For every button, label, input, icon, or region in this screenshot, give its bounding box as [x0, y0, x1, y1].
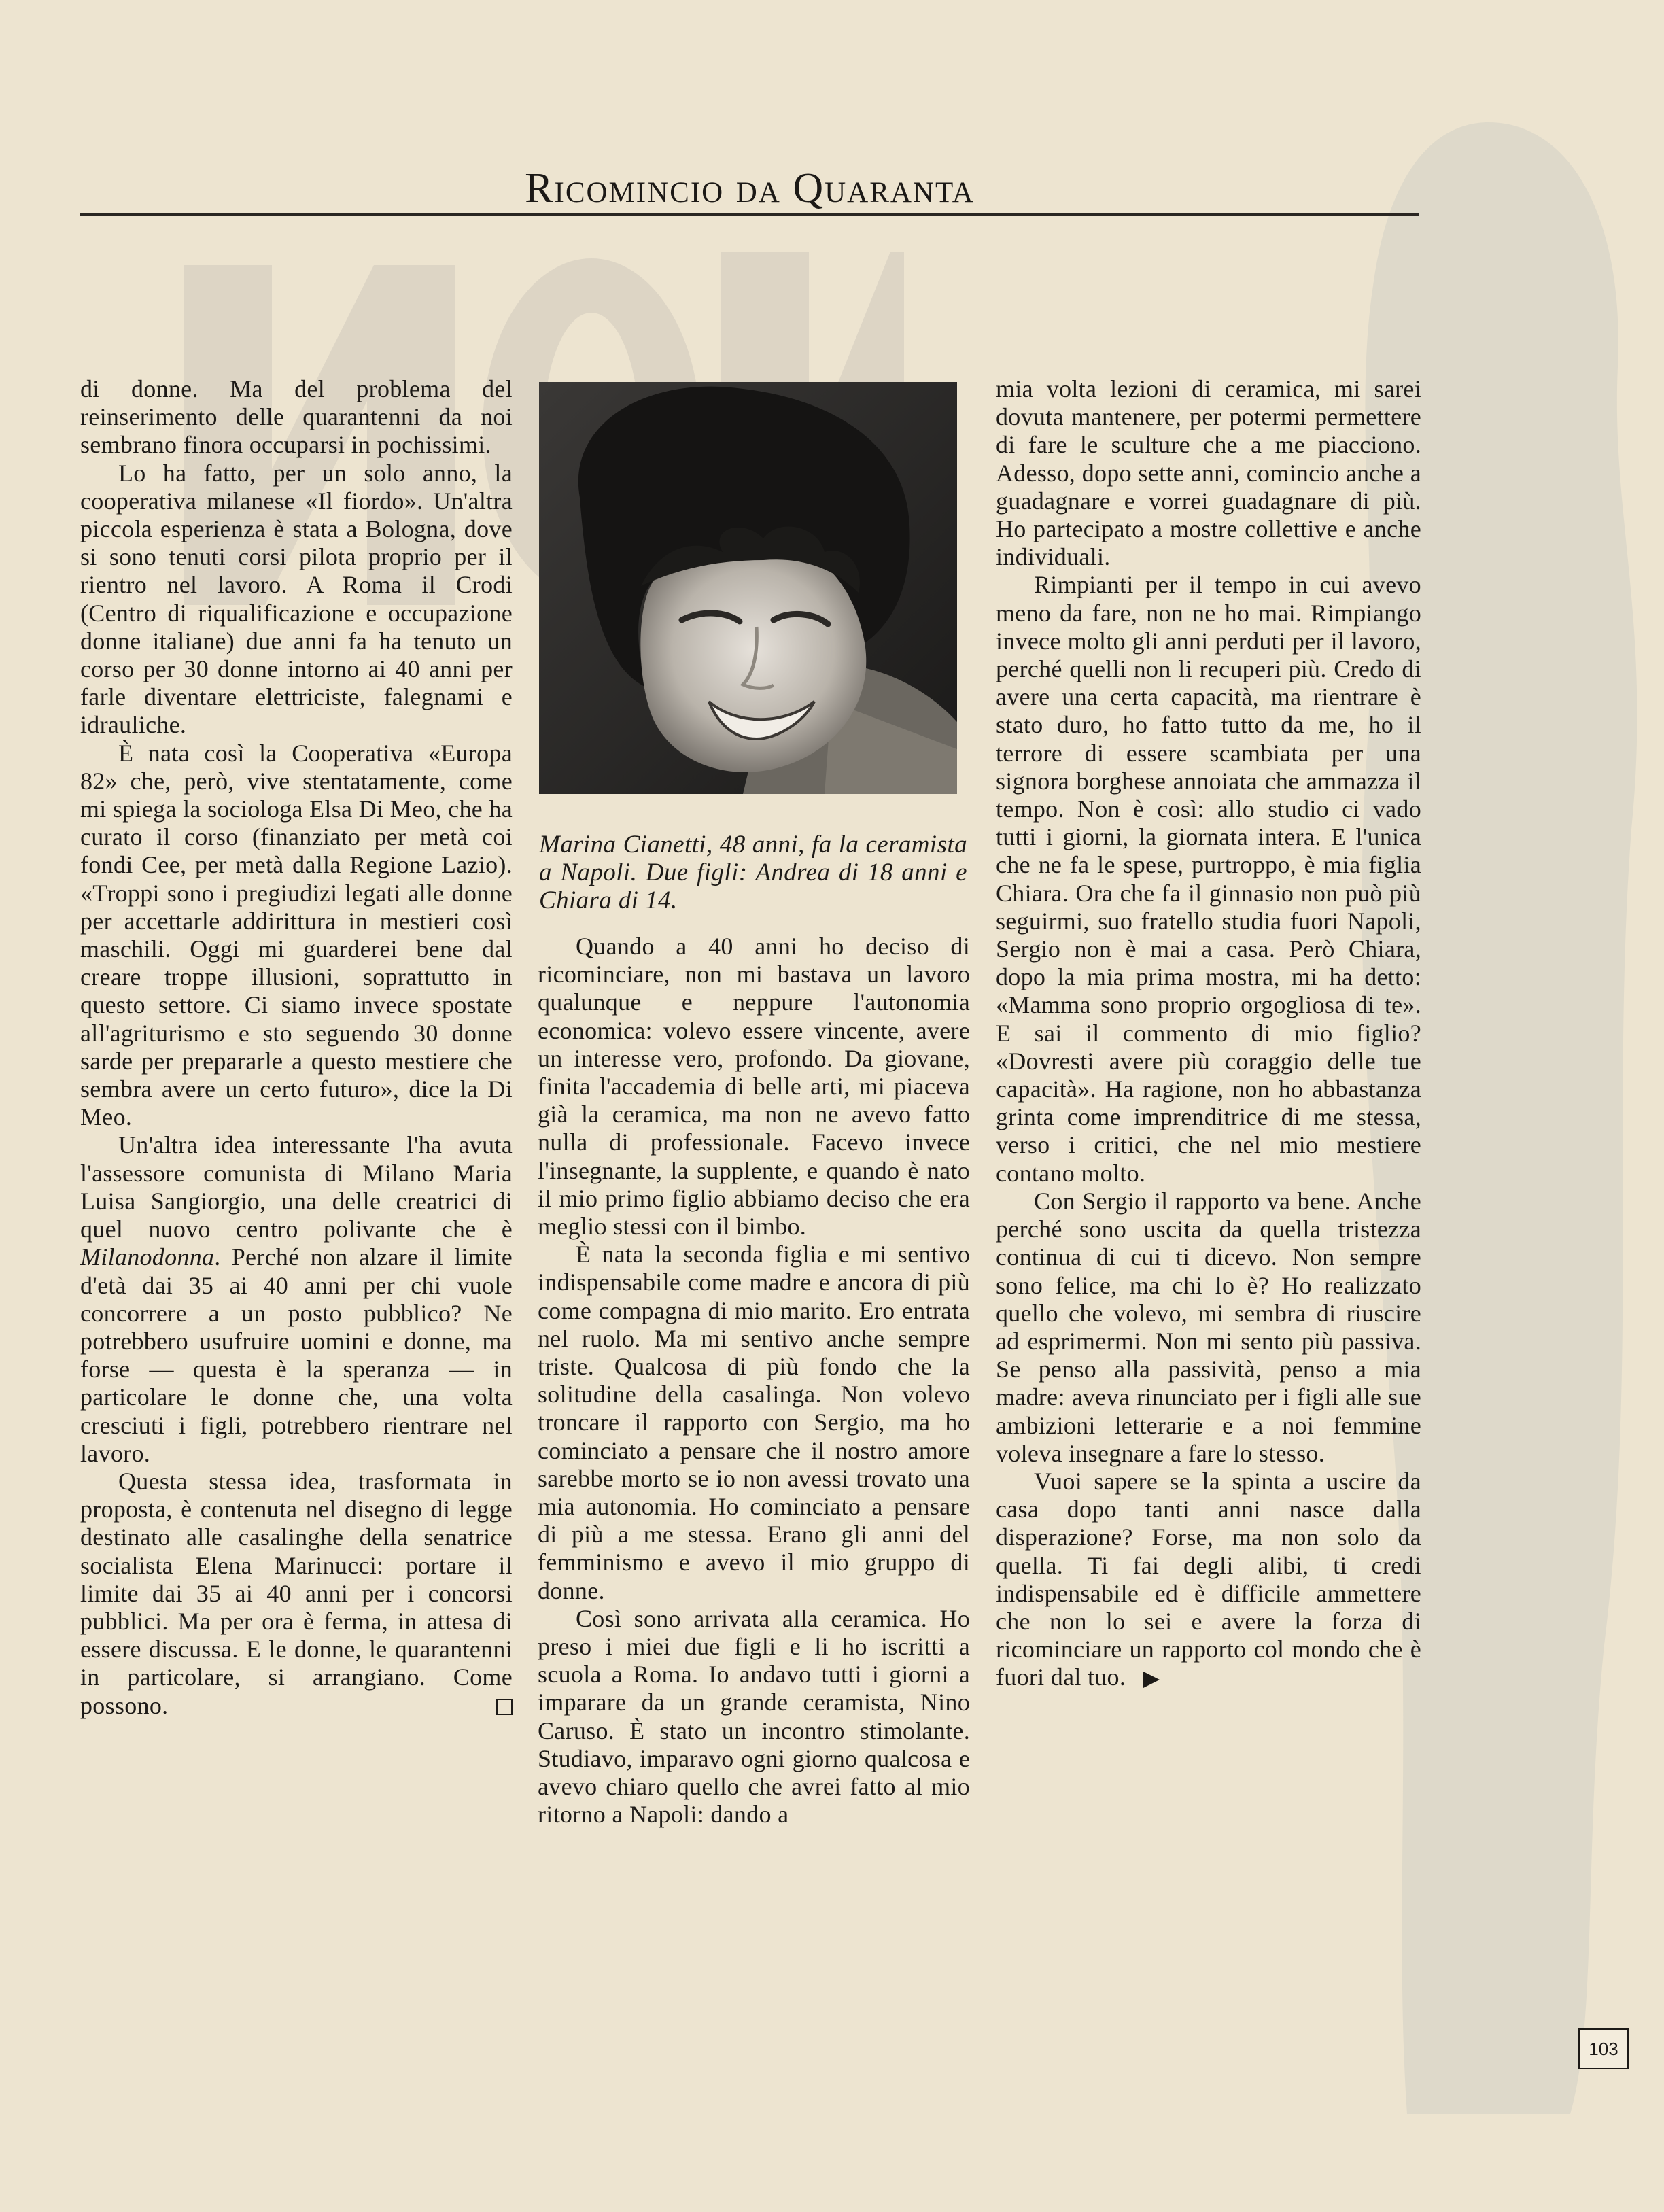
paragraph-text: Vuoi sapere se la spinta a uscire da casa dopo tanti anni nasce dalla disperazione? Forse, ma non solo da quella. Ti fai degli alibi, ti credi indispensabile ed è difficile ammettere che non lo sei e avere la forza di ricominciare un rapporto col mondo che è fuori dal tuo.: [996, 1467, 1421, 1691]
section-title: Ricomincio da Quaranta: [525, 165, 975, 211]
article-column-2: [538, 933, 970, 1829]
photo-caption: Marina Cianetti, 48 anni, fa la ceramista a Napoli. Due figli: Andrea di 18 anni e Chiara di 14.: [539, 831, 967, 914]
paragraph: È nata così la Cooperativa «Europa 82» che, però, vive stentatamente, come mi spiega la sociologa Elsa Di Meo, che ha curato il corso (finanziato per metà coi fondi Cee, per metà dalla Regione Lazio). «Troppi sono i pregiudizi legati alle donne per accettarle addirittura in mestieri così maschili. Oggi mi guarderei bene dal creare troppe illusioni, soprattutto in questo settore. Ci siamo invece spostate all'agriturismo e sto seguendo 30 donne sarde per prepararle a questo mestiere che sembra avere un certo futuro», dice la Di Meo.: [80, 739, 513, 1131]
paragraph-text: Questa stessa idea, trasformata in proposta, è contenuta nel disegno di legge destinato alle casalinghe della senatrice socialista Elena Marinucci: portare il limite dai 35 ai 40 anni per i concorsi pubblici. Ma per ora è ferma, in attesa di essere discussa. E le donne, le quarantenni in particolare, si arrangiano. Come possono.: [80, 1467, 513, 1719]
paragraph-text: Un'altra idea interessante l'ha avuta l'assessore comunista di Milano Maria Luisa Sangiorgio, una delle creatrici di quel nuovo centro polivante che è: [80, 1131, 513, 1243]
italic-title: Milanodonna: [80, 1243, 215, 1271]
paragraph: Con Sergio il rapporto va bene. Anche perché sono uscita da quella tristezza continua di cui ti dicevo. Non sempre sono felice, ma chi lo è? Ho realizzato quello che volevo, mi sembra di riuscire ad esprimermi. Non mi sento più passiva. Se penso alla passività, penso a mia madre: aveva rinunciato per i figli alle sue ambizioni letterarie e a noi femmine voleva insegnare a fare lo stesso.: [996, 1187, 1421, 1467]
paragraph: Quando a 40 anni ho deciso di ricominciare, non mi bastava un lavoro qualunque e neppure l'autonomia economica: volevo essere vincente, avere un interesse vero, profondo. Da giovane, finita l'accademia di belle arti, mi piaceva già la ceramica, ma non ne avevo fatto nulla di professionale. Facevo invece l'insegnante, la supplente, e quando è nato il mio primo figlio abbiamo deciso che era meglio stessi con il bimbo.: [538, 933, 970, 1241]
paragraph: [996, 1468, 1421, 1692]
portrait-photo: [539, 382, 957, 794]
page-number: 103: [1578, 2028, 1629, 2069]
article-column-3: [996, 375, 1421, 1692]
end-of-article-square-icon: [496, 1699, 513, 1715]
header-rule: [80, 213, 1419, 216]
paragraph: [80, 1131, 513, 1467]
paragraph: Rimpianti per il tempo in cui avevo meno da fare, non ne ho mai. Rimpiango invece molto gli anni perduti per il lavoro, perché quelli non li recuperi più. Credo di avere una certa capacità, ma rientrare è stato duro, ho fatto tutto da me, ho il terrore di essere scambiata per una signora borghese annoiata che ammazza il tempo. Non è così: allo studio ci vado tutti i giorni, la giornata intera. E l'unica che ne fa le spese, purtroppo, è mia figlia Chiara. Ora che fa il ginnasio non può più seguirmi, suo fratello studia fuori Napoli, Sergio non è mai a casa. Però Chiara, dopo la mia prima mostra, mi ha detto: «Mamma sono proprio orgogliosa di te». E sai il commento di mio figlio? «Dovresti avere più coraggio delle tue capacità». Ha ragione, non ho abbastanza grinta come imprenditrice di me stessa, verso i critici, che nel mio mestiere contano molto.: [996, 571, 1421, 1187]
paragraph: È nata la seconda figlia e mi sentivo indispensabile come madre e ancora di più come compagna di mio marito. Ero entrata nel ruolo. Ma mi sentivo anche sempre triste. Qualcosa di più fondo che la solitudine della casalinga. Non volevo troncare il rapporto con Sergio, ma ho cominciato a pensare che il nostro amore sarebbe morto se io non avessi trovato una mia autonomia. Ho cominciato a pensare di più a me stessa. Erano gli anni del femminismo e avevo il mio gruppo di donne.: [538, 1241, 970, 1604]
paragraph: [80, 1468, 513, 1720]
paragraph: di donne. Ma del problema del reinserimento delle quarantenni da noi sembrano finora occuparsi in pochissimi.: [80, 375, 513, 459]
paragraph: Lo ha fatto, per un solo anno, la cooperativa milanese «Il fiordo». Un'altra piccola esperienza è stata a Bologna, dove si sono tenuti corsi pilota proprio per il rientro nel lavoro. A Roma il Crodi (Centro di riqualificazione e occupazione donne italiane) due anni fa ha tenuto un corso per 30 donne intorno ai 40 anni per farle diventare elettriciste, falegnami e idrauliche.: [80, 459, 513, 739]
section-header: [80, 158, 1419, 219]
article-column-1: [80, 375, 513, 1720]
paragraph: mia volta lezioni di ceramica, mi sarei dovuta mantenere, per potermi permettere di fare le sculture che a me piacciono. Adesso, dopo sette anni, comincio anche a guadagnare e vorrei guadagnare di più. Ho partecipato a mostre collettive e anche individuali.: [996, 375, 1421, 571]
paragraph: Così sono arrivata alla ceramica. Ho preso i miei due figli e li ho iscritti a scuola a Roma. Io andavo tutti i giorni a imparare da un grande ceramista, Nino Caruso. È stato un incontro stimolante. Studiavo, imparavo ogni giorno qualcosa e avevo chiaro quello che avrei fatto al mio ritorno a Napoli: dando a: [538, 1604, 970, 1829]
paragraph-text: . Perché non alzare il limite d'età dai 35 ai 40 anni per chi vuole concorrere a un posto pubblico? Ne potrebbero usufruire uomini e donne, ma forse — questa è la speranza — in particolare le donne che, una volta cresciuti i figli, potrebbero rientrare nel lavoro.: [80, 1243, 513, 1467]
continue-triangle-icon: [1143, 1672, 1160, 1688]
